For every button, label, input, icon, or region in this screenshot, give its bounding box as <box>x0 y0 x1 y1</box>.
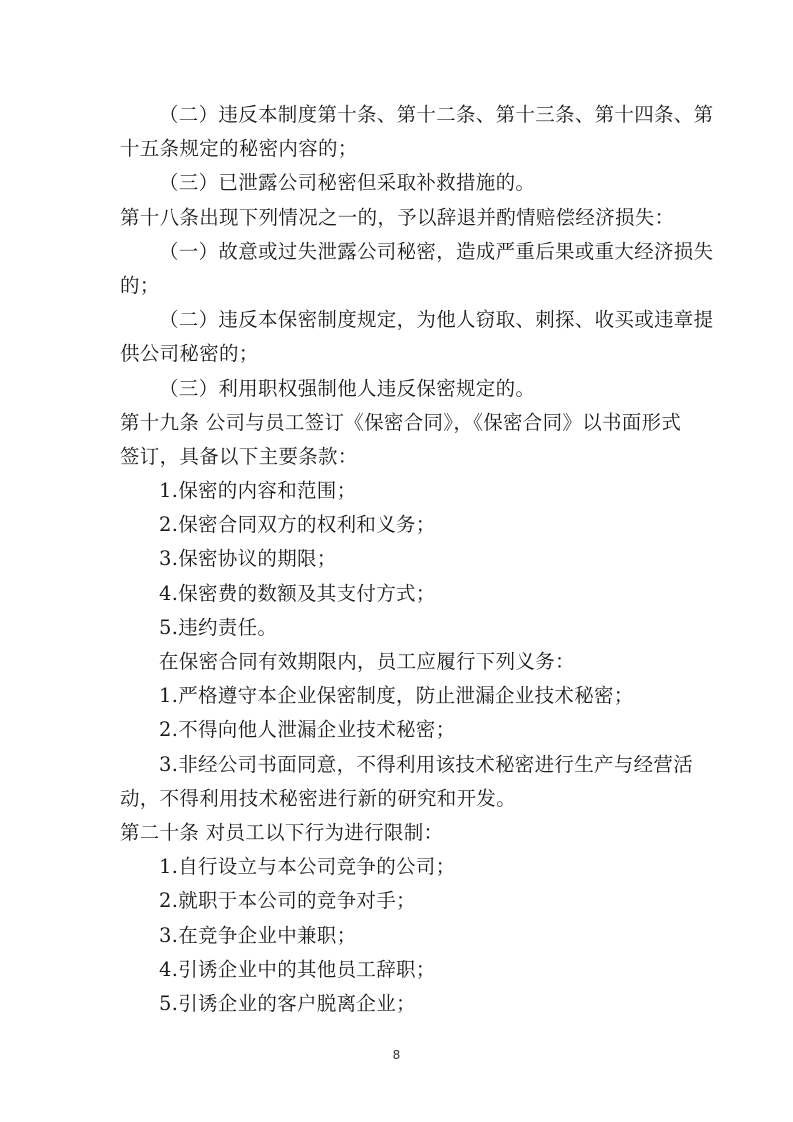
list-item: 2.就职于本公司的竞争对手； <box>159 889 416 913</box>
list-item: 4.保密费的数额及其支付方式； <box>159 581 436 605</box>
list-item: 5.违约责任。 <box>159 615 278 639</box>
list-item: 2.保密合同双方的权利和义务； <box>159 513 436 537</box>
paragraph-line: （三）已泄露公司秘密但采取补救措施的。 <box>159 171 536 195</box>
list-item: 4.引诱企业中的其他员工辞职； <box>159 957 436 981</box>
list-item: 1.自行设立与本公司竞争的公司； <box>159 855 456 879</box>
paragraph-line: （一）故意或过失泄露公司秘密，造成严重后果或重大经济损失 <box>159 239 714 263</box>
paragraph-line: （三）利用职权强制他人违反保密规定的。 <box>159 376 536 400</box>
article-heading-line: 第二十条 对员工以下行为进行限制： <box>120 820 444 844</box>
paragraph-line: 供公司秘密的； <box>120 342 259 366</box>
document-body <box>120 98 714 1021</box>
list-item: 3.保密协议的期限； <box>159 547 337 571</box>
article-heading-line: 第十八条出现下列情况之一的，予以辞退并酌情赔偿经济损失： <box>120 205 675 229</box>
list-item: 1.严格遵守本企业保密制度，防止泄漏企业技术秘密； <box>159 684 634 708</box>
list-item: 3.在竞争企业中兼职； <box>159 923 357 947</box>
list-item: 5.引诱企业的客户脱离企业； <box>159 991 416 1015</box>
list-item: 2.不得向他人泄漏企业技术秘密； <box>159 718 456 742</box>
paragraph-line: 十五条规定的秘密内容的； <box>120 137 358 161</box>
article-heading-line: 第十九条 公司与员工签订《保密合同》，《保密合同》以书面形式 <box>120 410 682 434</box>
paragraph-line: （二）违反本保密制度规定，为他人窃取、刺探、收买或违章提 <box>159 308 714 332</box>
paragraph-line: 在保密合同有效期限内，员工应履行下列义务： <box>159 650 575 673</box>
paragraph-line: 签订，具备以下主要条款： <box>120 444 358 468</box>
paragraph-line: （二）违反本制度第十条、第十二条、第十三条、第十四条、第 <box>159 103 714 126</box>
list-item: 1.保密的内容和范围； <box>159 479 357 503</box>
paragraph-line: 的； <box>120 273 160 297</box>
page-number: 8 <box>392 1048 401 1062</box>
list-item: 3.非经公司书面同意，不得利用该技术秘密进行生产与经营活 <box>159 752 694 776</box>
paragraph-line: 动，不得利用技术秘密进行新的研究和开发。 <box>120 786 517 810</box>
